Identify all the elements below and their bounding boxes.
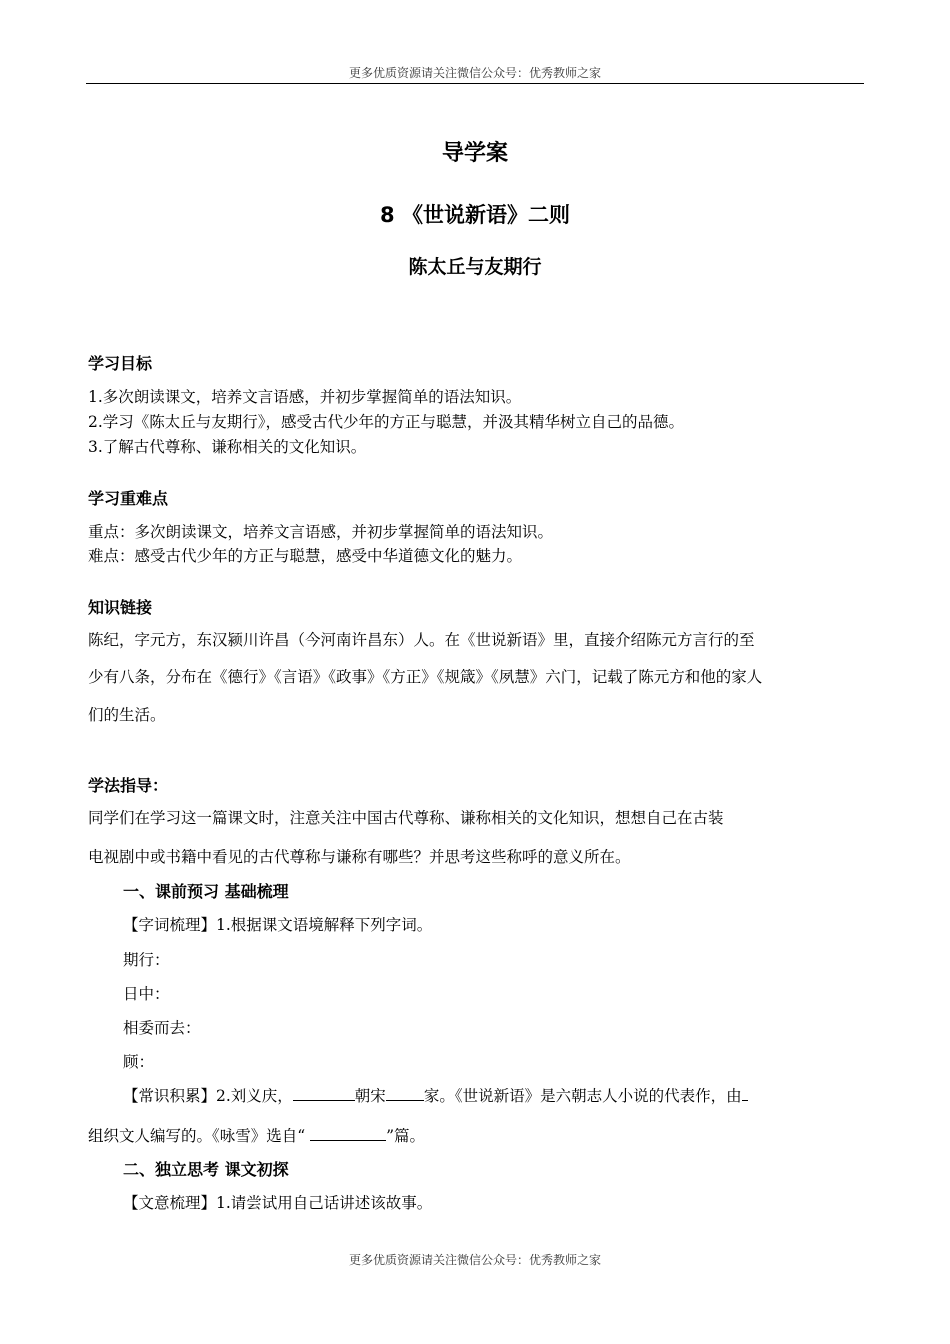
blank-dynasty[interactable] (293, 1086, 355, 1101)
section1-heading: 一、课前预习 基础梳理 (123, 882, 289, 901)
vocab-item-rizhong: 日中： (123, 985, 170, 1003)
method-line: 电视剧中或书籍中看见的古代尊称与谦称有哪些？并思考这些称呼的意义所在。 (88, 848, 631, 866)
knowledge-line: 少有八条，分布在《德行》《言语》《政事》《方正》《规箴》《夙慧》六门，记载了陈元方和他的家人 (88, 668, 763, 686)
general-knowledge-line2 (88, 1124, 425, 1146)
blank-identity[interactable] (386, 1086, 424, 1101)
header-rule (86, 83, 864, 84)
knowledge-text: 组织文人编写的。《咏雪》选自“ (88, 1127, 311, 1145)
knowledge-text: 【常识积累】2.刘义庆， (123, 1087, 293, 1105)
general-knowledge-line1 (123, 1084, 748, 1106)
lesson-title: 8 《世说新语》二则 (380, 203, 570, 227)
page-header: 更多优质资源请关注微信公众号：优秀教师之家 (348, 66, 601, 80)
vocab-item-qixing: 期行： (123, 951, 170, 969)
blank-compiler[interactable] (742, 1086, 748, 1101)
vocab-item-gu: 顾： (123, 1053, 155, 1071)
vocab-intro: 【字词梳理】1.根据课文语境解释下列字词。 (123, 916, 433, 934)
keypoints-heading: 学习重难点 (88, 489, 169, 508)
difficulty-point: 难点：感受古代少年的方正与聪慧，感受中华道德文化的魅力。 (88, 547, 523, 565)
goal-item: 2.学习《陈太丘与友期行》，感受古代少年的方正与聪慧，并汲其精华树立自己的品德。 (88, 413, 685, 431)
lesson-subtitle: 陈太丘与友期行 (408, 256, 542, 278)
page-footer: 更多优质资源请关注微信公众号：优秀教师之家 (348, 1253, 601, 1267)
knowledge-text: ”篇。 (386, 1127, 426, 1145)
knowledge-heading: 知识链接 (88, 598, 153, 617)
blank-chapter[interactable] (310, 1126, 386, 1141)
section2-heading: 二、独立思考 课文初探 (123, 1160, 289, 1179)
knowledge-line: 们的生活。 (88, 706, 166, 724)
goal-item: 3.了解古代尊称、谦称相关的文化知识。 (88, 438, 367, 456)
vocab-item-xiangwei: 相委而去： (123, 1019, 201, 1037)
goal-item: 1.多次朗读课文，培养文言语感，并初步掌握简单的语法知识。 (88, 388, 522, 406)
focus-point: 重点：多次朗读课文，培养文言语感，并初步掌握简单的语法知识。 (88, 523, 554, 541)
method-heading: 学法指导： (88, 776, 169, 795)
goals-heading: 学习目标 (88, 354, 153, 373)
knowledge-text: 朝宋 (354, 1087, 386, 1105)
knowledge-line: 陈纪，字元方，东汉颍川许昌（今河南许昌东）人。在《世说新语》里，直接介绍陈元方言行的至 (88, 631, 755, 649)
text-intro: 【文意梳理】1.请尝试用自己话讲述该故事。 (123, 1194, 433, 1212)
doc-title: 导学案 (441, 141, 508, 166)
knowledge-text: 家。《世说新语》是六朝志人小说的代表作，由 (423, 1087, 742, 1105)
method-line: 同学们在学习这一篇课文时，注意关注中国古代尊称、谦称相关的文化知识，想想自己在古装 (88, 809, 724, 827)
